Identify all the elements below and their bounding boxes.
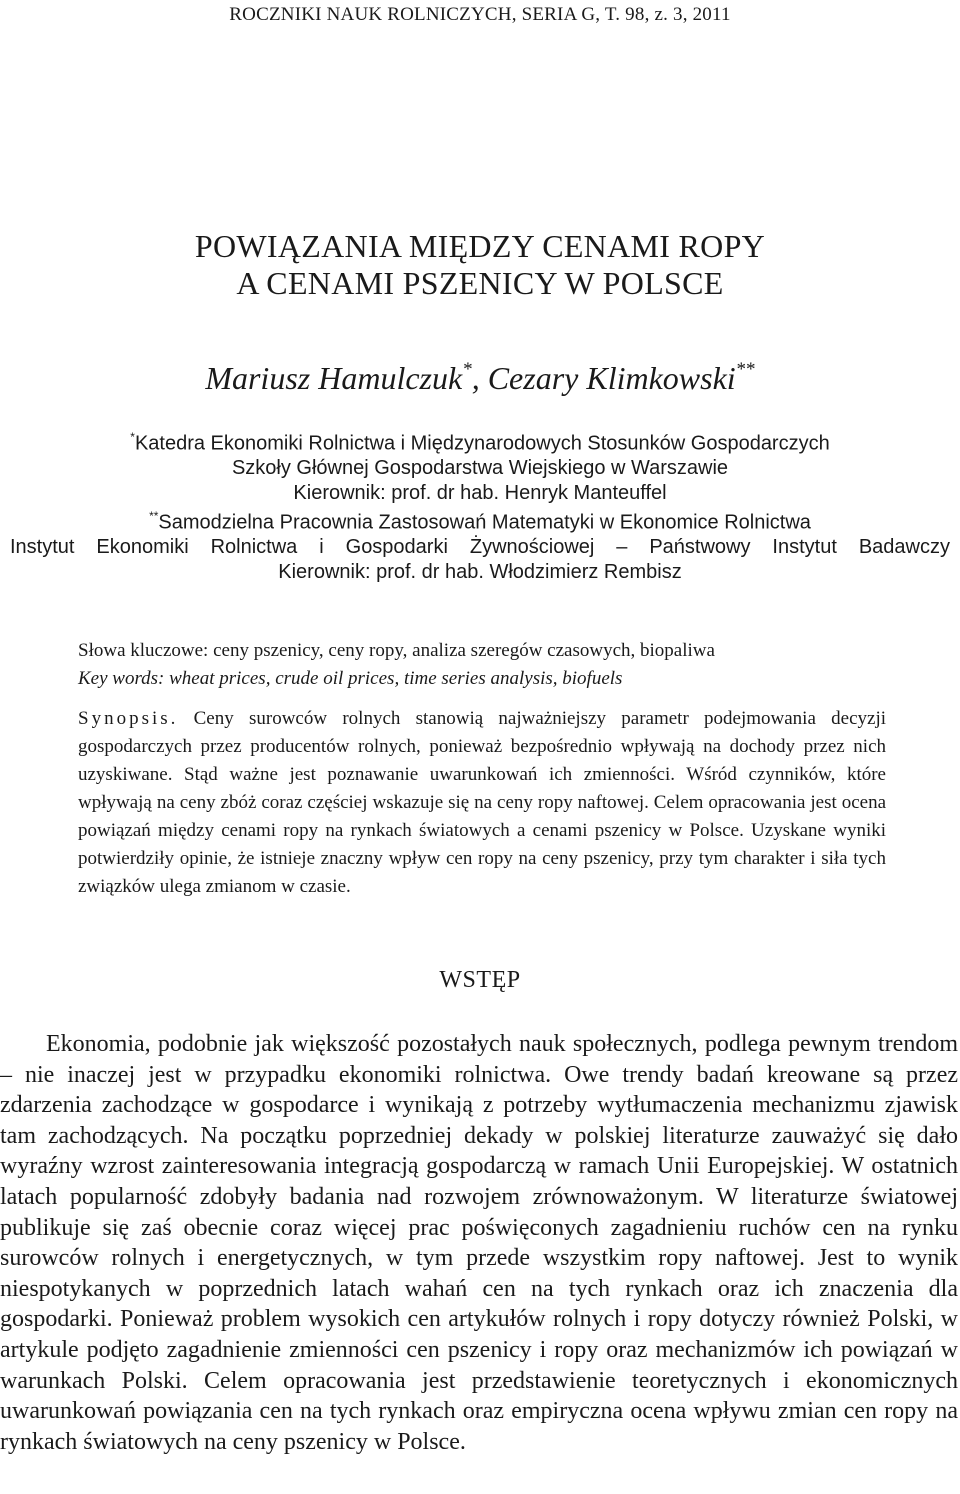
affiliation-2-text: Samodzielna Pracownia Zastosowań Matematyki w Ekonomice Rolnictwa xyxy=(158,511,811,534)
title-line-1: POWIĄZANIA MIĘDZY CENAMI ROPY xyxy=(194,228,766,264)
affiliation-1-text: Katedra Ekonomiki Rolnictwa i Międzynarodowych Stosunków Gospodarczych xyxy=(134,432,830,455)
affiliation-1-head: Kierownik: prof. dr hab. Henryk Manteuffel xyxy=(293,481,667,504)
keywords-block xyxy=(78,637,886,693)
synopsis-label: Synopsis. xyxy=(78,708,179,729)
affiliation-1 xyxy=(0,426,960,456)
affiliation-2-head: Kierownik: prof. dr hab. Włodzimierz Rembisz xyxy=(278,560,682,583)
body-paragraph: Ekonomia, podobnie jak większość pozostałych nauk społecznych, podlega pewnym trendom – nie inaczej jest w przypadku ekonomiki rolnictwa. Owe trendy badań kreowane są przez zdarzenia zachodzące w gospodarce i wynikają z potrzeby wytłumaczenia mechanizmu zjawisk tam zachodzących. Na początku poprzedniej dekady w polskiej literaturze zauważyć się dało wyraźny wzrost zainteresowania integracją gospodarczą w ramach Unii Europejskiej. W ostatnich latach popularność zdobyły badania nad rozwojem zrównoważonym. W literaturze światowej publikuje się zaś obecnie coraz więcej prac poświęconych zagadnieniu ruchów cen na rynku surowców rolnych i energetycznych, w tym przede wszystkim ropy naftowej. Jest to wynik niespotykanych w poprzednich latach wahań cen na tych rynkach oraz ich znaczenia dla gospodarki. Ponieważ problem wysokich cen artykułów rolnych i ropy dotyczy również Polski, w artykule podjęto zagadnienie zmienności cen pszenicy i ropy oraz mechanizmów ich powiązań w warunkach Polski. Celem opracowania jest przedstawienie teoretycznych i ekonomicznych uwarunkowań powiązania cen na tych rynkach oraz empiryczna ocena wpływu zmian cen ropy na rynkach światowych na ceny pszenicy w Polsce. xyxy=(0,1031,958,1455)
author-1-mark: * xyxy=(462,359,472,381)
synopsis-text: Ceny surowców rolnych stanowią najważniejszy parametr podejmowania decyzji gospodarczych przez producentów rolnych, ponieważ bezpośrednio wpływają na dochody przez nich uzyskiwane. Stąd ważne jest poznawanie uwarunkowań ich zmienności. Wśród czynników, które wpływają na ceny zbóż coraz częściej wskazuje się na ceny ropy naftowej. Celem opracowania jest ocena powiązań między cenami ropy na rynkach światowych a cenami pszenicy w Polsce. Uzyskane wyniki potwierdziły opinie, że istnieje znaczny wpływ cen ropy na ceny pszenicy, przy tym charakter i siła tych związków ulega zmianom w czasie. xyxy=(78,708,886,897)
author-2-mark: ** xyxy=(735,359,755,381)
author-2: Cezary Klimkowski xyxy=(487,360,736,396)
author-list xyxy=(0,360,960,397)
affiliations xyxy=(0,426,960,584)
keywords-polish: Słowa kluczowe: ceny pszenicy, ceny ropy, analiza szeregów czasowych, biopaliwa xyxy=(78,640,715,661)
article-title xyxy=(0,228,960,302)
section-heading: WSTĘP xyxy=(439,967,521,993)
affiliation-2 xyxy=(0,505,960,535)
journal-header: ROCZNIKI NAUK ROLNICZYCH, SERIA G, T. 98, z. 3, 2011 xyxy=(229,4,731,25)
author-separator: , xyxy=(471,360,488,396)
synopsis-paragraph xyxy=(78,705,886,901)
affiliation-1-mark: * xyxy=(130,430,135,444)
affiliation-1-school: Szkoły Głównej Gospodarstwa Wiejskiego w Warszawie xyxy=(231,457,729,480)
keywords-english: Key words: wheat prices, crude oil prices, time series analysis, biofuels xyxy=(78,668,623,689)
affiliation-2-mark: ** xyxy=(149,509,159,524)
title-line-2: A CENAMI PSZENICY W POLSCE xyxy=(236,265,724,301)
author-1: Mariusz Hamulczuk xyxy=(205,360,463,396)
affiliation-2-institute: Instytut Ekonomiki Rolnictwa i Gospodarki Żywnościowej – Państwowy Instytut Badawczy xyxy=(10,536,950,559)
